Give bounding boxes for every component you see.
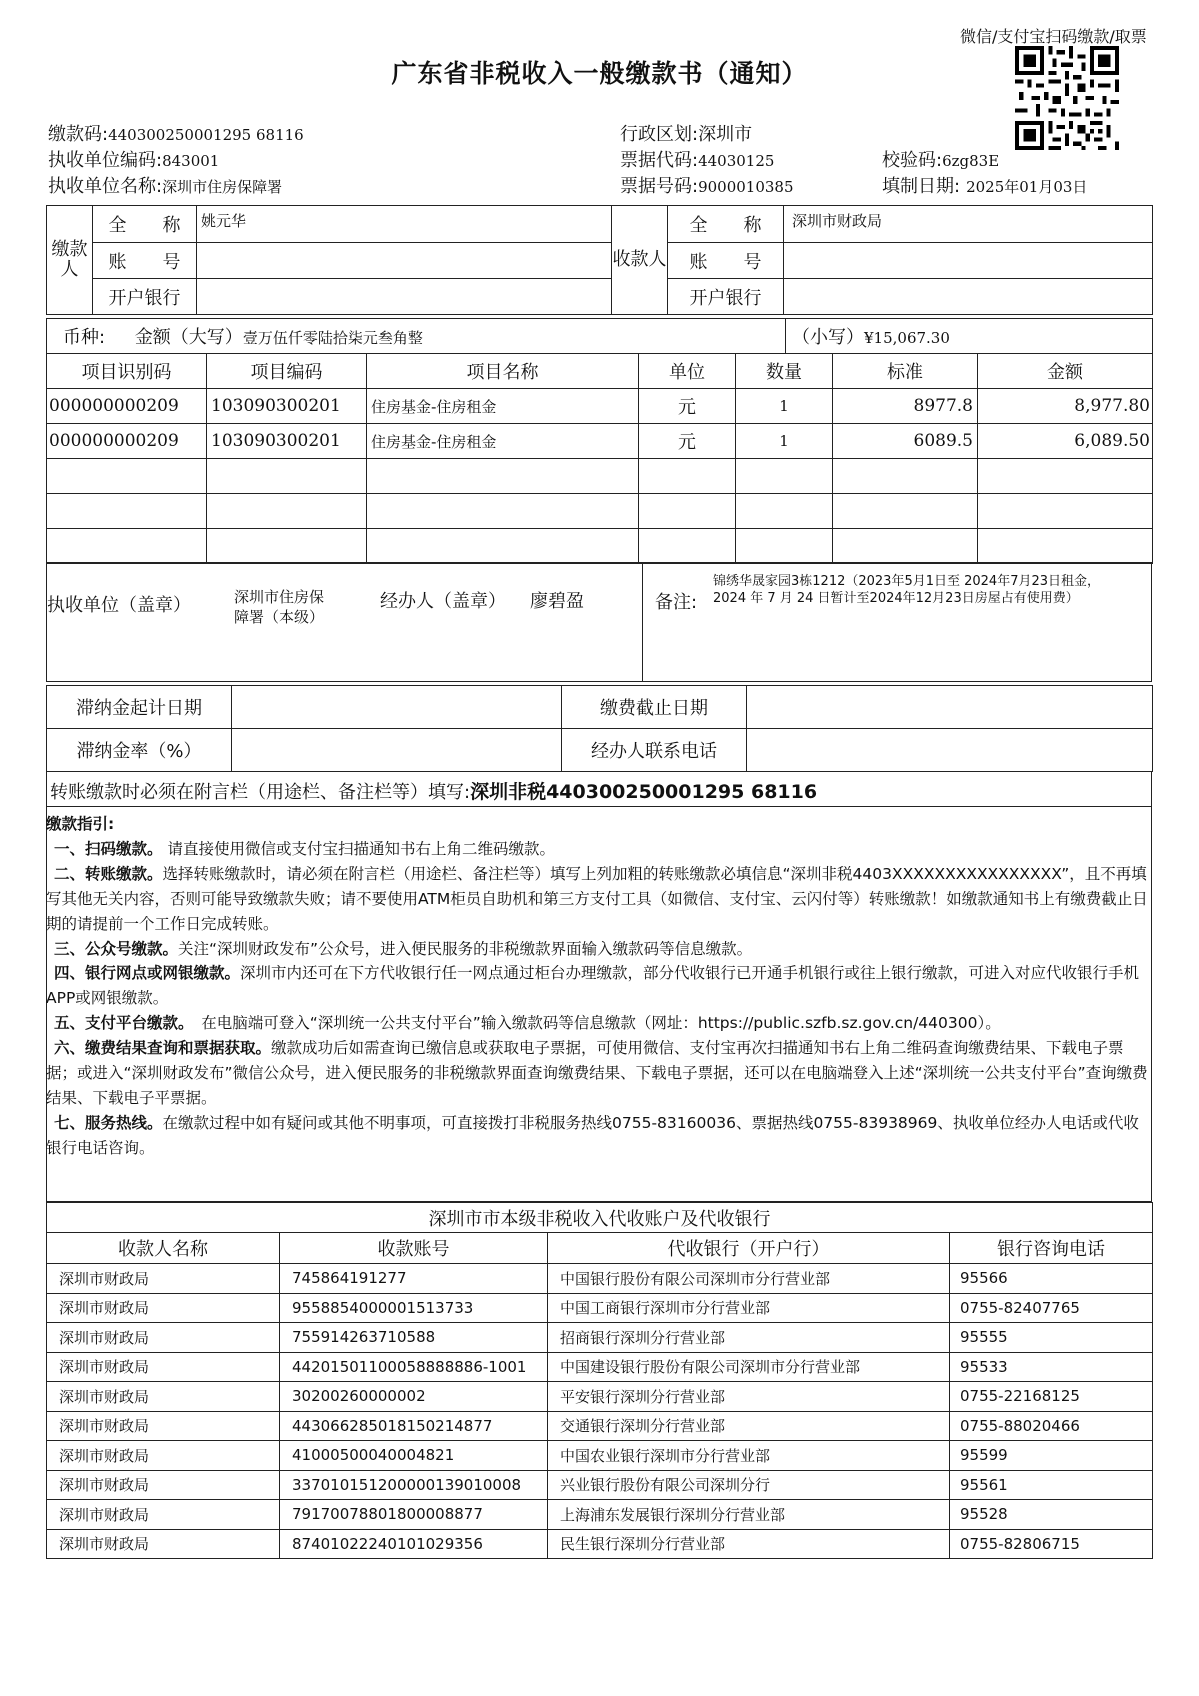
bill-number bbox=[620, 172, 794, 198]
table-row bbox=[47, 1470, 1153, 1500]
empty-cell bbox=[736, 529, 833, 564]
bank-row-bank: 中国农业银行深圳市分行营业部 bbox=[548, 1441, 950, 1471]
bank-row-payee: 深圳市财政局 bbox=[47, 1500, 280, 1530]
banks-header-payee: 收款人名称 bbox=[47, 1233, 280, 1264]
handler-phone-value bbox=[747, 729, 1153, 772]
empty-cell bbox=[47, 459, 207, 494]
bank-row-account: 44201501100058888886-1001 bbox=[280, 1352, 548, 1382]
parties-table bbox=[46, 205, 1153, 315]
bank-row-phone: 95533 bbox=[950, 1352, 1153, 1382]
bank-row-phone: 95566 bbox=[950, 1264, 1153, 1294]
bank-row-phone: 95561 bbox=[950, 1470, 1153, 1500]
bank-row-payee: 深圳市财政局 bbox=[47, 1352, 280, 1382]
table-row-empty bbox=[47, 494, 1153, 529]
bank-row-bank: 中国银行股份有限公司深圳市分行营业部 bbox=[548, 1264, 950, 1294]
remark-line-2: 2024 年 7 月 24 日暂计至2024年12月23日房屋占有使用费） bbox=[713, 591, 1079, 606]
amount-upper-cell bbox=[47, 319, 786, 354]
items-header-code: 项目编码 bbox=[207, 354, 367, 389]
empty-cell bbox=[833, 494, 978, 529]
payer-bank-value bbox=[197, 279, 612, 315]
bank-row-payee: 深圳市财政局 bbox=[47, 1470, 280, 1500]
unit-name bbox=[48, 172, 282, 198]
guide-item bbox=[46, 1111, 1151, 1161]
unit-code-value: 843001 bbox=[162, 152, 220, 170]
fill-date bbox=[882, 172, 1087, 198]
empty-cell bbox=[639, 529, 736, 564]
guide-item-text: 缴款成功后如需查询已缴信息或获取电子票据，可使用微信、支付宝再次扫描通知书右上角二维码查询缴费结果、下载电子票据；或进入“深圳财政发布”微信公众号，进入便民服务的非税缴款界面查询缴费结果、下载电子票据，还可以在电脑端登入上述“深圳统一公共支付平台”查询缴费结果、下载电子平票据。 bbox=[46, 1039, 1148, 1107]
payee-account-value bbox=[784, 243, 1153, 279]
guide-item bbox=[46, 961, 1151, 1011]
guide-item bbox=[46, 837, 1151, 862]
banks-header-row bbox=[47, 1233, 1153, 1264]
empty-cell bbox=[207, 459, 367, 494]
item-qty: 1 bbox=[736, 389, 833, 424]
bank-row-phone: 95555 bbox=[950, 1323, 1153, 1353]
items-header-id: 项目识别码 bbox=[47, 354, 207, 389]
bank-row-bank: 中国工商银行深圳市分行营业部 bbox=[548, 1293, 950, 1323]
payment-code-label: 缴款码: bbox=[48, 124, 109, 145]
payer-account-value bbox=[197, 243, 612, 279]
items-header-amount: 金额 bbox=[978, 354, 1153, 389]
deadline-label: 缴费截止日期 bbox=[562, 686, 747, 729]
items-table bbox=[46, 353, 1153, 564]
empty-cell bbox=[639, 494, 736, 529]
empty-cell bbox=[978, 529, 1153, 564]
items-header-qty: 数量 bbox=[736, 354, 833, 389]
handler-phone-label: 经办人联系电话 bbox=[562, 729, 747, 772]
table-row-empty bbox=[47, 459, 1153, 494]
table-row bbox=[47, 1529, 1153, 1559]
bank-row-account: 337010151200000139010008 bbox=[280, 1470, 548, 1500]
guide-item bbox=[46, 1036, 1151, 1111]
unit-seal-value-1: 深圳市住房保 bbox=[234, 588, 325, 606]
item-unit: 元 bbox=[639, 424, 736, 459]
payment-code-value[interactable]: 440300250001295 68116 bbox=[108, 126, 304, 144]
payer-side-label: 缴款人 bbox=[47, 206, 93, 315]
bill-number-label: 票据号码: bbox=[620, 176, 699, 197]
bank-row-account: 30200260000002 bbox=[280, 1382, 548, 1412]
bank-row-payee: 深圳市财政局 bbox=[47, 1411, 280, 1441]
amount-upper-label: 金额（大写） bbox=[134, 327, 243, 348]
payer-account-label: 账 号 bbox=[93, 243, 197, 279]
banks-table bbox=[46, 1202, 1153, 1559]
payer-name-value: 姚元华 bbox=[197, 206, 612, 243]
empty-cell bbox=[47, 494, 207, 529]
bill-number-value: 9000010385 bbox=[698, 178, 794, 196]
item-code: 103090300201 bbox=[207, 424, 367, 459]
guide-item-head: 二、转账缴款。 bbox=[54, 864, 163, 883]
bank-row-payee: 深圳市财政局 bbox=[47, 1529, 280, 1559]
empty-cell bbox=[736, 459, 833, 494]
transfer-note-value[interactable]: 深圳非税440300250001295 68116 bbox=[470, 781, 818, 803]
table-row bbox=[47, 1441, 1153, 1471]
region-value: 深圳市 bbox=[698, 124, 753, 145]
banks-title: 深圳市市本级非税收入代收账户及代收银行 bbox=[47, 1203, 1153, 1233]
table-row bbox=[47, 1352, 1153, 1382]
bank-row-bank: 招商银行深圳分行营业部 bbox=[548, 1323, 950, 1353]
payee-account-label: 账 号 bbox=[668, 243, 784, 279]
bank-row-phone: 95528 bbox=[950, 1500, 1153, 1530]
guide-item-text: 在缴款过程中如有疑问或其他不明事项，可直接拨打非税服务热线0755-83160036、票据热线0755-83938969、执收单位经办人电话或代收银行电话咨询。 bbox=[46, 1113, 1139, 1157]
item-code: 103090300201 bbox=[207, 389, 367, 424]
empty-cell bbox=[207, 529, 367, 564]
payment-guide bbox=[46, 812, 1151, 1161]
bank-row-bank: 中国建设银行股份有限公司深圳市分行营业部 bbox=[548, 1352, 950, 1382]
table-row bbox=[47, 1500, 1153, 1530]
bill-code-value: 44030125 bbox=[698, 152, 775, 170]
unit-name-label: 执收单位名称: bbox=[48, 176, 163, 197]
bank-row-phone: 0755-82806715 bbox=[950, 1529, 1153, 1559]
handler-seal-label: 经办人（盖章） bbox=[380, 591, 506, 612]
bank-row-phone: 0755-82407765 bbox=[950, 1293, 1153, 1323]
bank-row-bank: 上海浦东发展银行深圳分行营业部 bbox=[548, 1500, 950, 1530]
check-code-value: 6zg83E bbox=[942, 152, 1000, 170]
document-title: 广东省非税收入一般缴款书（通知） bbox=[391, 59, 808, 88]
fill-date-label: 填制日期: bbox=[882, 176, 961, 197]
item-id-code: 000000000209 bbox=[47, 424, 207, 459]
item-amount: 6,089.50 bbox=[978, 424, 1153, 459]
banks-body bbox=[47, 1264, 1153, 1559]
guide-item-head: 四、银行网点或网银缴款。 bbox=[54, 964, 241, 983]
fill-date-value: 2025年01月03日 bbox=[966, 178, 1088, 196]
payee-name-value: 深圳市财政局 bbox=[784, 206, 1153, 243]
unit-code bbox=[48, 146, 219, 172]
bank-row-bank: 兴业银行股份有限公司深圳分行 bbox=[548, 1470, 950, 1500]
item-name: 住房基金-住房租金 bbox=[367, 424, 639, 459]
payee-name-label: 全 称 bbox=[668, 206, 784, 243]
items-header-row bbox=[47, 354, 1153, 389]
guide-title: 缴款指引: bbox=[46, 815, 115, 833]
unit-seal-value-2: 障署（本级） bbox=[234, 608, 325, 626]
empty-cell bbox=[736, 494, 833, 529]
item-standard: 6089.5 bbox=[833, 424, 978, 459]
empty-cell bbox=[978, 494, 1153, 529]
remark-label: 备注: bbox=[655, 592, 698, 613]
item-id-code: 000000000209 bbox=[47, 389, 207, 424]
amount-lower-label: （小写） bbox=[792, 327, 864, 348]
guide-item bbox=[46, 1011, 1151, 1036]
items-header-name: 项目名称 bbox=[367, 354, 639, 389]
banks-header-phone: 银行咨询电话 bbox=[950, 1233, 1153, 1264]
payer-bank-label: 开户银行 bbox=[93, 279, 197, 315]
bank-row-phone: 0755-88020466 bbox=[950, 1411, 1153, 1441]
bank-row-bank: 民生银行深圳分行营业部 bbox=[548, 1529, 950, 1559]
bill-code-label: 票据代码: bbox=[620, 150, 699, 171]
late-start-label: 滞纳金起计日期 bbox=[47, 686, 232, 729]
payment-code bbox=[48, 120, 304, 146]
guide-item-text: 选择转账缴款时，请必须在附言栏（用途栏、备注栏等）填写上列加粗的转账缴款必填信息“深圳非税4403XXXXXXXXXXXXXXXX”，且不再填写其他无关内容，否则可能导致缴款失败；请不要使用ATM柜员自助机和第三方支付工具（如微信、支付宝、云闪付等）转账缴款！如缴款通知书上有缴费截止日期的请提前一个工作日完成转账。 bbox=[46, 864, 1148, 933]
table-row-empty bbox=[47, 529, 1153, 564]
empty-cell bbox=[639, 459, 736, 494]
table-row bbox=[47, 1411, 1153, 1441]
remark-line-1: 锦绣华晟家园3栋1212（2023年5月1日至 2024年7月23日租金， bbox=[713, 574, 1101, 589]
currency-label: 币种: bbox=[63, 327, 106, 348]
table-row bbox=[47, 424, 1153, 459]
banks-header-bank: 代收银行（开户行） bbox=[548, 1233, 950, 1264]
unit-name-value: 深圳市住房保障署 bbox=[162, 178, 283, 196]
deadline-value bbox=[747, 686, 1153, 729]
empty-cell bbox=[833, 459, 978, 494]
item-amount: 8,977.80 bbox=[978, 389, 1153, 424]
check-code bbox=[882, 146, 999, 172]
guide-item-text: 关注“深圳财政发布”公众号，进入便民服务的非税缴款界面输入缴款码等信息缴款。 bbox=[178, 939, 753, 958]
empty-cell bbox=[978, 459, 1153, 494]
table-row bbox=[47, 1293, 1153, 1323]
empty-cell bbox=[367, 529, 639, 564]
bank-row-account: 755914263710588 bbox=[280, 1323, 548, 1353]
amount-upper-value: 壹万伍仟零陆拾柒元叁角整 bbox=[242, 329, 423, 347]
table-row bbox=[47, 389, 1153, 424]
payee-side-label: 收款人 bbox=[612, 206, 668, 315]
bank-row-payee: 深圳市财政局 bbox=[47, 1382, 280, 1412]
bank-row-account: 87401022240101029356 bbox=[280, 1529, 548, 1559]
region-label: 行政区划: bbox=[620, 124, 699, 145]
handler-name: 廖碧盈 bbox=[530, 591, 584, 612]
remark-section bbox=[642, 562, 1152, 682]
item-qty: 1 bbox=[736, 424, 833, 459]
guide-item-text: 请直接使用微信或支付宝扫描通知书右上角二维码缴款。 bbox=[162, 839, 555, 858]
empty-cell bbox=[207, 494, 367, 529]
divider bbox=[46, 806, 1152, 807]
qr-caption: 微信/支付宝扫码缴款/取票 bbox=[960, 27, 1147, 46]
transfer-note bbox=[50, 777, 817, 804]
payer-name-label: 全 称 bbox=[93, 206, 197, 243]
bank-row-bank: 交通银行深圳分行营业部 bbox=[548, 1411, 950, 1441]
guide-item-head: 五、支付平台缴款。 bbox=[54, 1014, 186, 1033]
empty-cell bbox=[833, 529, 978, 564]
guide-item-head: 七、服务热线。 bbox=[54, 1113, 163, 1132]
table-row bbox=[47, 1264, 1153, 1294]
banks-header-account: 收款账号 bbox=[280, 1233, 548, 1264]
transfer-note-label: 转账缴款时必须在附言栏（用途栏、备注栏等）填写: bbox=[50, 782, 471, 803]
seal-section bbox=[46, 562, 643, 682]
bank-row-payee: 深圳市财政局 bbox=[47, 1441, 280, 1471]
late-fee-table bbox=[46, 685, 1153, 772]
bank-row-account: 443066285018150214877 bbox=[280, 1411, 548, 1441]
bank-row-account: 745864191277 bbox=[280, 1264, 548, 1294]
item-unit: 元 bbox=[639, 389, 736, 424]
bank-row-account: 9558854000001513733 bbox=[280, 1293, 548, 1323]
bank-row-account: 79170078801800008877 bbox=[280, 1500, 548, 1530]
late-start-value bbox=[232, 686, 562, 729]
bank-row-payee: 深圳市财政局 bbox=[47, 1323, 280, 1353]
table-row bbox=[47, 1382, 1153, 1412]
bank-row-bank: 平安银行深圳分行营业部 bbox=[548, 1382, 950, 1412]
guide-item-head: 三、公众号缴款。 bbox=[54, 939, 179, 958]
bank-row-account: 41000500040004821 bbox=[280, 1441, 548, 1471]
amount-lower-value: ¥15,067.30 bbox=[864, 329, 950, 347]
empty-cell bbox=[47, 529, 207, 564]
amount-table bbox=[46, 318, 1153, 354]
guide-item-text: 在电脑端可登入“深圳统一公共支付平台”输入缴款码等信息缴款（网址：https://public.szfb.sz.gov.cn/440300）。 bbox=[185, 1014, 1001, 1033]
empty-cell bbox=[367, 494, 639, 529]
amount-lower-cell bbox=[786, 319, 1153, 354]
bill-code bbox=[620, 146, 774, 172]
guide-item bbox=[46, 937, 1151, 962]
items-header-unit: 单位 bbox=[639, 354, 736, 389]
item-name: 住房基金-住房租金 bbox=[367, 389, 639, 424]
region bbox=[620, 120, 752, 146]
bank-row-phone: 95599 bbox=[950, 1441, 1153, 1471]
guide-item-head: 六、缴费结果查询和票据获取。 bbox=[54, 1039, 272, 1058]
item-standard: 8977.8 bbox=[833, 389, 978, 424]
bank-row-payee: 深圳市财政局 bbox=[47, 1293, 280, 1323]
payee-bank-label: 开户银行 bbox=[668, 279, 784, 315]
unit-seal-label: 执收单位（盖章） bbox=[47, 595, 191, 616]
table-row bbox=[47, 1323, 1153, 1353]
guide-item bbox=[46, 862, 1151, 937]
bank-row-phone: 0755-22168125 bbox=[950, 1382, 1153, 1412]
late-rate-label: 滞纳金率（%） bbox=[47, 729, 232, 772]
items-header-standard: 标准 bbox=[833, 354, 978, 389]
bank-row-payee: 深圳市财政局 bbox=[47, 1264, 280, 1294]
payee-bank-value bbox=[784, 279, 1153, 315]
check-code-label: 校验码: bbox=[882, 150, 943, 171]
empty-cell bbox=[367, 459, 639, 494]
guide-item-head: 一、扫码缴款。 bbox=[54, 839, 163, 858]
unit-code-label: 执收单位编码: bbox=[48, 150, 163, 171]
late-rate-value bbox=[232, 729, 562, 772]
guide-item-text: 深圳市内还可在下方代收银行任一网点通过柜台办理缴款，部分代收银行已开通手机银行或往上银行缴款，可进入对应代收银行手机APP或网银缴款。 bbox=[46, 964, 1140, 1008]
